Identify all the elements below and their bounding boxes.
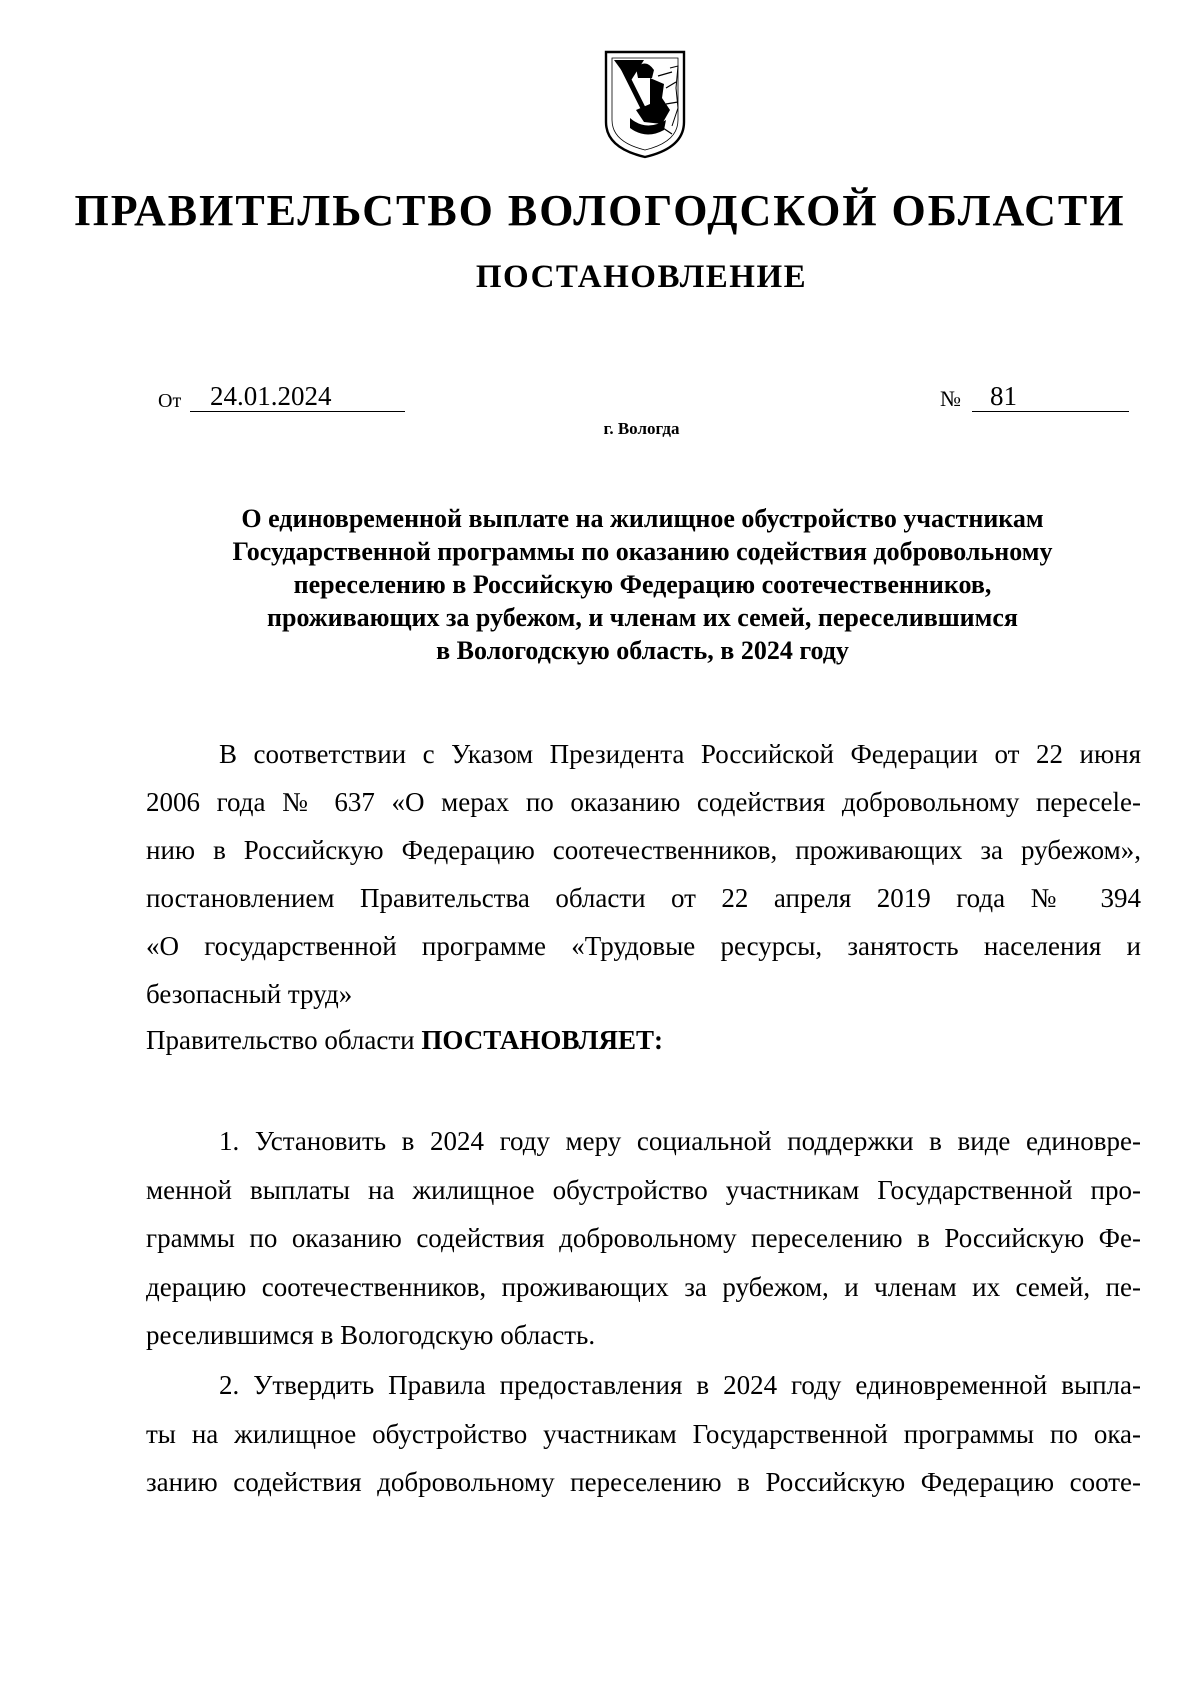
item-1-paragraph [146,1117,1141,1360]
subject-line: переселению в Российскую Федерацию соотечественников, [293,570,992,599]
organization-title: ПРАВИТЕЛЬСТВО ВОЛОГОДСКОЙ ОБЛАСТИ [74,186,1126,235]
decree-word: ПОСТАНОВЛЯЕТ: [421,1025,663,1055]
document-number: 81 [972,380,1129,412]
text-line: дерацию соотечественников, проживающих за рубежом, и членам их семей, пе- [146,1271,1141,1302]
text-line: 1. Установить в 2024 году меру социальной поддержки в виде единовре- [219,1126,1141,1156]
subject-line: проживающих за рубежом, и членам их семей, переселившимся [267,603,1018,632]
text-line: «О государственной программе «Трудовые ресурсы, занятость населения и [146,931,1141,961]
text-line: менной выплаты на жилищное обустройство участникам Государственной про- [146,1174,1141,1205]
coat-of-arms-emblem [600,48,690,160]
decree-prefix: Правительство области [146,1025,415,1055]
date-prefix: От [158,390,182,412]
subject-line: в Вологодскую область, в 2024 году [436,636,849,665]
document-type-heading: ПОСТАНОВЛЕНИЕ [475,259,808,295]
text-line: безопасный труд» [146,979,353,1009]
text-line: ты на жилищное обустройство участникам Государственной программы по ока- [146,1418,1141,1449]
decree-line [146,1016,663,1064]
text-line: 2. Утвердить Правила предоставления в 2024 году единовременной выпла- [219,1370,1141,1400]
number-prefix: № [940,386,961,411]
text-line: нию в Российскую Федерацию соотечественников, проживающих за рубежом», [146,835,1141,865]
text-line: 2006 года № 637 «О мерах по оказанию содействия добровольному пересele- [146,787,1141,817]
text-line: постановлением Правительства области от 22 апреля 2019 года № 394 [146,883,1141,913]
document-date: 24.01.2024 [190,380,405,412]
subject-line: Государственной программы по оказанию содействия добровольному [232,537,1053,566]
text-line: граммы по оказанию содействия добровольному переселению в Российскую Фе- [146,1223,1141,1253]
text-line: реселившимся в Вологодскую область. [146,1320,596,1350]
text-line: В соответствии с Указом Президента Российской Федерации от 22 июня [219,739,1141,769]
subject-line: О единовременной выплате на жилищное обустройство участникам [241,504,1044,533]
item-2-paragraph [146,1361,1141,1507]
issuing-city: г. Вологда [603,419,680,438]
preamble-paragraph [146,730,1141,1018]
text-line: занию содействия добровольному переселению в Российскую Федерацию сооте- [146,1467,1141,1497]
document-subject [140,502,1145,667]
